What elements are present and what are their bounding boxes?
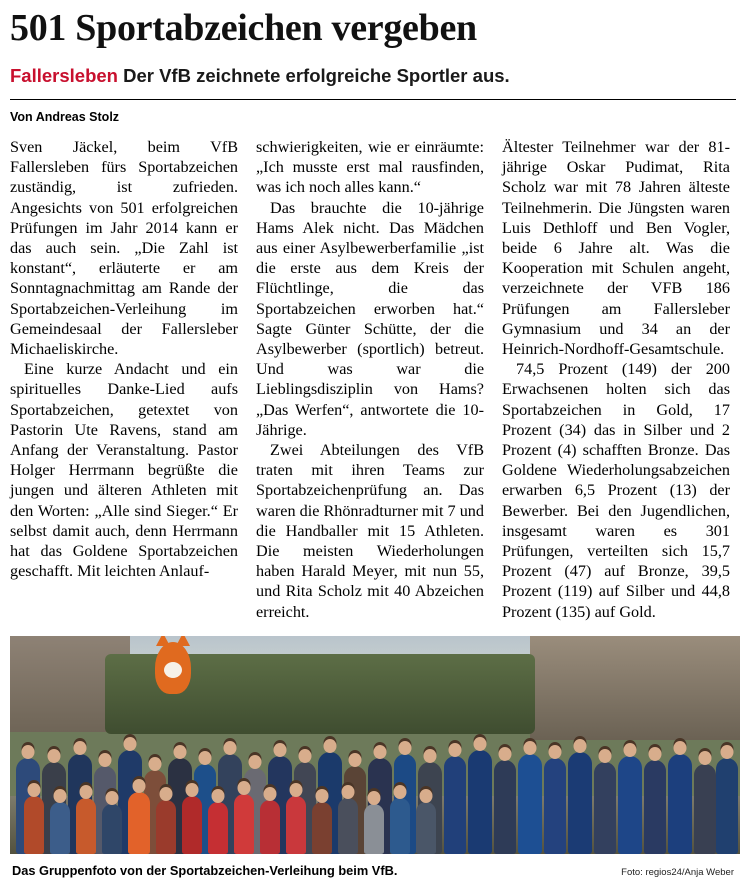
article-column-3 bbox=[502, 109, 730, 622]
paragraph: Zwei Abteilungen des VfB traten mit ihren Teams zur Sportabzeichenprüfung an. Das waren die Rhönradturner mit 7 und die Handballer mit 15 Athleten. Die meisten Wiederholungen haben Harald Meyer, mit nun 55, und Rita Scholz mit 40 Abzeichen erreicht. bbox=[256, 441, 484, 621]
subheadline-place: Fallersleben bbox=[10, 65, 118, 86]
paragraph: Das brauchte die 10-jährige Hams Alek nicht. Das Mädchen aus einer Asylbewerberfamilie „ist die erste aus dem Kreis der Flüchtlinge, die das Sportabzeichen erworben hat.“ Sagte Günter Schütte, der die Asylbewerber (sportlich) betreut. Und was war die Lieblingsdisziplin von Hams? „Das Werfen“, antwortete die 10-Jährige. bbox=[256, 198, 484, 439]
paragraph: 74,5 Prozent (149) der 200 Erwachsenen holten sich das Sportabzeichen in Gold, 17 Prozent (34) das in Silber und 2 Prozent (4) schafften Bronze. Das Goldene Wiederholungsabzeichen erwarben 6,5 Prozent (13) der Bewerber. Bei den Jugendlichen, insgesamt waren es 301 Prüfungen, verteilten sich 15,7 Prozent (47) auf Bronze, 39,5 Prozent (119) auf Silber und 44,8 Prozent (135) auf Gold. bbox=[502, 360, 730, 621]
article-columns bbox=[10, 109, 736, 622]
photo-credit: Foto: regios24/Anja Weber bbox=[621, 866, 734, 878]
paragraph: schwierigkeiten, wie er einräumte: „Ich musste erst mal rausfinden, was ich noch alles kann.“ bbox=[256, 138, 484, 197]
photo-caption: Das Gruppenfoto von der Sportabzeichen-Verleihung beim VfB. bbox=[12, 862, 398, 878]
paragraph: Ältester Teilnehmer war der 81-jährige Oskar Pudimat, Rita Scholz war mit 78 Jahren älteste Teilnehmerin. Die Jüngsten waren Luis Dethloff und Ben Vogler, beide 6 Jahre alt. Was die Kooperation mit Schulen angeht, verzeichnete der VFB 186 Prüfungen am Fallersleber Gymnasium und 34 an der Heinrich-Nordhoff-Gesamtschule. bbox=[502, 138, 730, 359]
page-title: 501 Sportabzeichen vergeben bbox=[10, 7, 477, 49]
subheadline-text: Der VfB zeichnete erfolgreiche Sportler aus. bbox=[123, 65, 510, 86]
divider bbox=[10, 99, 736, 100]
paragraph: Sven Jäckel, beim VfB Fallersleben fürs Sportabzeichen zuständig, ist zufrieden. Angesichts von 501 erfolgreichen Prüfungen im Jahr 2014 kann er das auch sein. „Die Zahl ist konstant“, erläuterte er am Sonntagnachmittag am Rande der Sportabzeichen-Verleihung im Gemeindesaal der Fallersleber Michaeliskirche. bbox=[10, 138, 238, 359]
photo-caption-row bbox=[12, 863, 734, 879]
newspaper-article-page bbox=[0, 6, 746, 878]
group-photo-image bbox=[10, 636, 740, 854]
article-photo bbox=[10, 636, 736, 879]
paragraph: Eine kurze Andacht und ein spirituelles Danke-Lied aufs Sportabzeichen, getextet von Pastorin Ute Ravens, stand am Anfang der Veranstaltung. Pastor Holger Herrmann begrüßte die jungen und älteren Athleten mit den Worten: „Alle sind Sieger.“ Er selbst damit auch, denn Herrmann hat das Goldene Sportabzeichen geschafft. Mit leichten Anlauf- bbox=[10, 360, 238, 581]
article-column-2 bbox=[256, 109, 484, 622]
article-column-1 bbox=[10, 109, 238, 622]
column-spacer bbox=[502, 109, 730, 137]
column-spacer bbox=[256, 109, 484, 137]
byline: Von Andreas Stolz bbox=[10, 110, 120, 124]
photo-crowd bbox=[10, 684, 740, 854]
subheadline bbox=[10, 64, 738, 88]
